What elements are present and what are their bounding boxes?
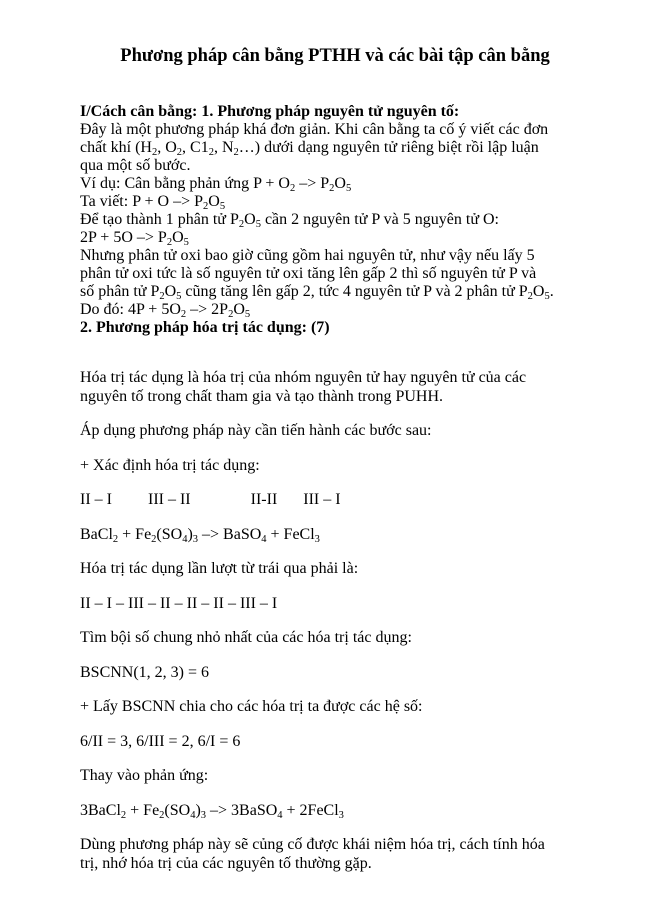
step-2: + Lấy BSCNN chia cho các hóa trị ta được các hệ số: <box>80 698 423 715</box>
intro-paragraph: Đây là một phương pháp khá đơn giản. Khi cân bằng ta cố ý viết các đơn chất khí ($H_2$, $O_2$, $C1_2$, $N_2\dots$) dưới dạng nguyên tử riêng biệt rồi lập luận qua một số bước. <box>80 121 549 174</box>
steps-intro: Áp dụng phương pháp này cần tiến hành các bước sau: <box>80 422 432 439</box>
form-line: Để tạo thành 1 phân tử $P_2O_5$ cần 2 nguyên tử P và 5 nguyên tử O: <box>80 211 499 230</box>
valence-row: II – I III – II II-II III – I <box>80 491 341 508</box>
example-line: Ví dụ: Cân bằng phản ứng $P + O_2 -> P_2O_5$ <box>80 175 352 194</box>
reaction-equation: BaCl$_2$ + $Fe_2(SO_4)_3$ –> BaSO$_4$ + FeCl$_3$ <box>80 525 320 545</box>
lcm-value: BSCNN(1, 2, 3) = 6 <box>80 663 210 681</box>
coefficients: 6/II = 3, 6/III = 2, 6/I = 6 <box>80 732 241 750</box>
equation-1: $2P + 5O -> P_2O_5$ <box>80 229 189 248</box>
definition-paragraph: Hóa trị tác dụng là hóa trị của nhóm nguyên tử hay nguyên tử của các nguyên tố trong chất tham gia và tạo thành trong PUHH. <box>80 369 527 405</box>
document-title: Phương pháp cân bằng PTHH và các bài tập cân bằng <box>120 46 550 66</box>
section-2-heading: 2. Phương pháp hóa trị tác dụng: (7) <box>80 319 330 336</box>
explanation-paragraph: Nhưng phân tử oxi bao giờ cũng gồm hai nguyên tử, như vậy nếu lấy 5 phân tử oxi tức là số nguyên tử oxi tăng lên gấp 2 thì số nguyên tử P và số phân tử $P_2O_5$ cũng tăng lên gấp 2, tức 4 nguyên tử P và 2 phân tử $P_2O_5$. <box>80 247 554 302</box>
balanced-equation: 3BaCl$_2$ + $Fe_2(SO_4)_3$ –> 3BaSO$_4$ + 2FeCl$_3$ <box>80 801 344 821</box>
write-line: Ta viết: $P + O -> P_2O_5$ <box>80 193 226 212</box>
section-1-heading: I/Cách cân bằng: 1. Phương pháp nguyên tử nguyên tố: <box>80 103 460 120</box>
valence-order-text: Hóa trị tác dụng lần lượt từ trái qua phải là: <box>80 560 359 577</box>
result-equation: Do đó: $4P + 5O_2 -> 2P_2O_5$ <box>80 301 251 320</box>
section-2 <box>80 369 620 889</box>
section-1 <box>80 103 620 337</box>
substitute-text: Thay vào phản ứng: <box>80 767 209 784</box>
valence-sequence: II – I – III – II – II – II – III – I <box>80 594 278 612</box>
conclusion-paragraph: Dùng phương pháp này sẽ củng cố được khái niệm hóa trị, cách tính hóa trị, nhớ hóa trị của các nguyên tố thường gặp. <box>80 836 545 872</box>
lcm-text: Tìm bội số chung nhỏ nhất của các hóa trị tác dụng: <box>80 629 412 646</box>
step-1: + Xác định hóa trị tác dụng: <box>80 456 260 474</box>
